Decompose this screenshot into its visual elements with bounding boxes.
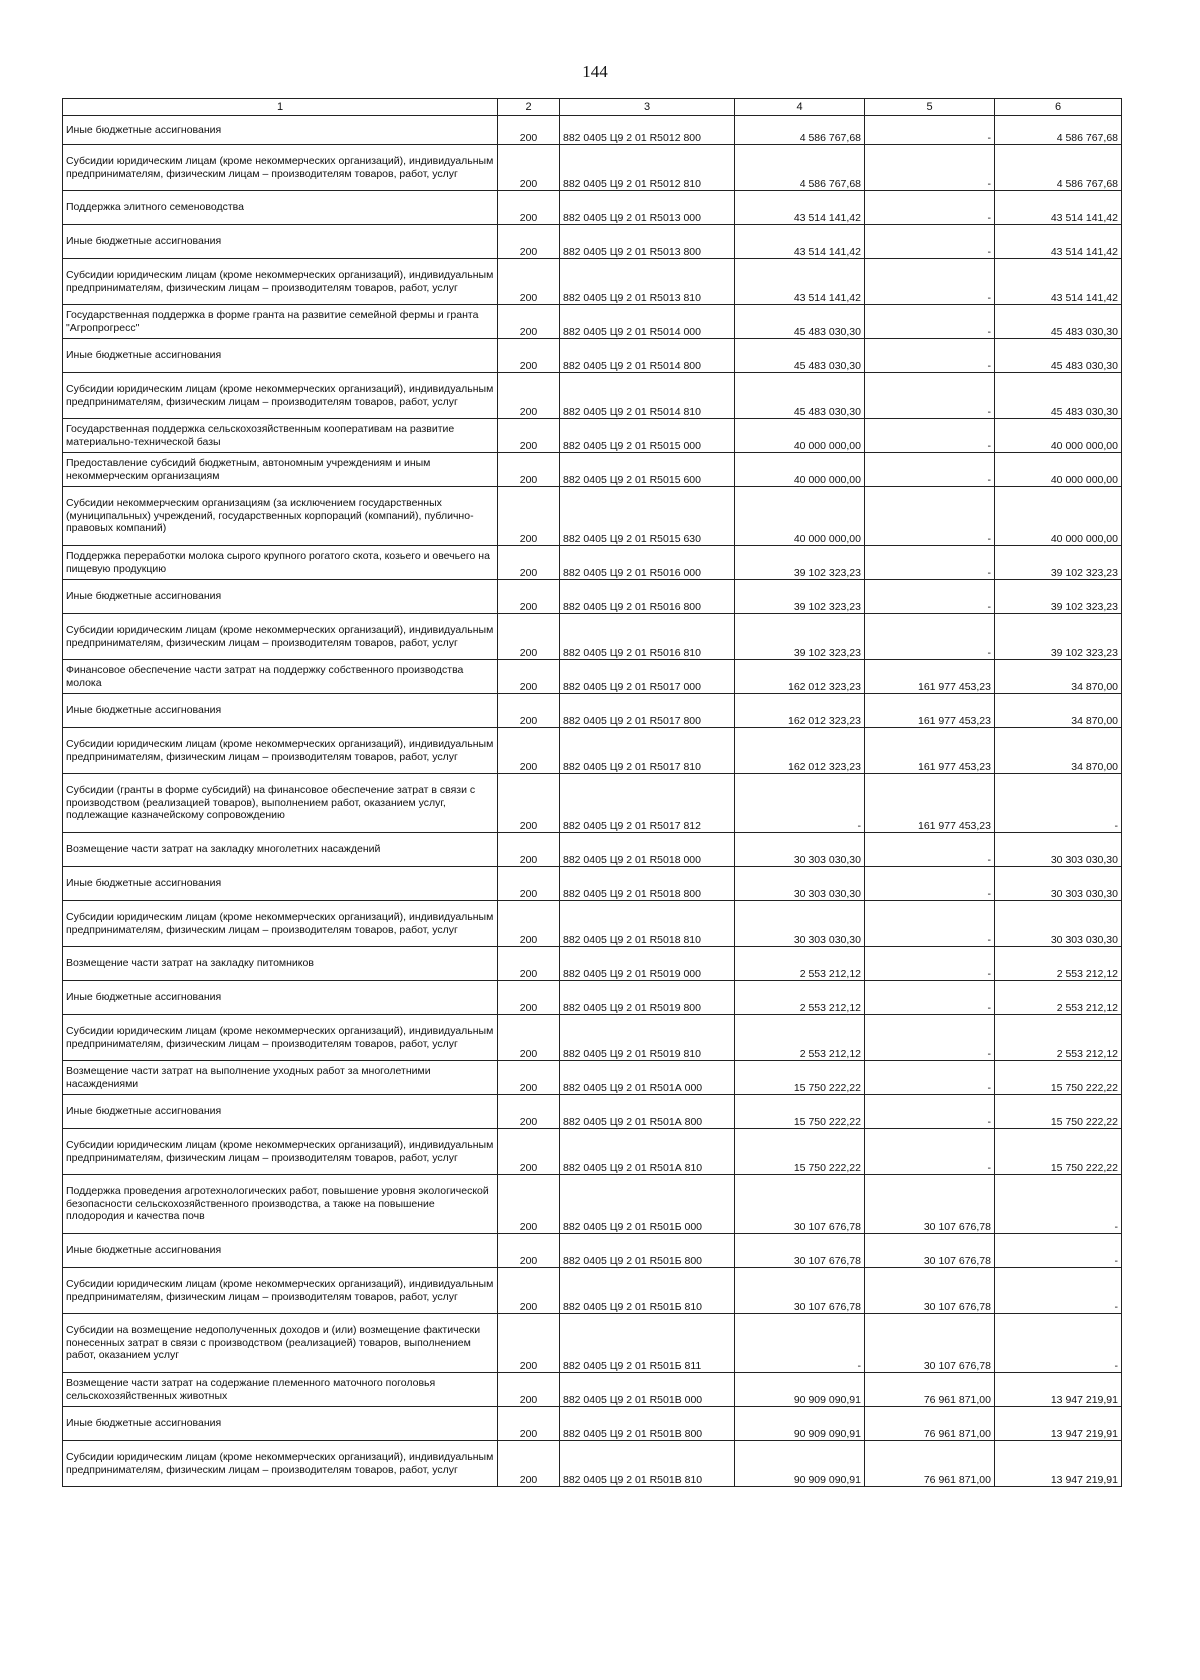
- item-name-cell: Возмещение части затрат на закладку питомников: [63, 947, 498, 981]
- amount-col5-cell: 30 107 676,78: [865, 1268, 995, 1314]
- table-row: [63, 546, 1122, 580]
- item-name-cell: Субсидии юридическим лицам (кроме некоммерческих организаций), индивидуальным предпринимателям, физическим лицам – производителям товаров, работ, услуг: [63, 145, 498, 191]
- grbs-code-cell: 200: [498, 546, 560, 580]
- budget-code-cell: 882 0405 Ц9 2 01 R5016 800: [560, 580, 735, 614]
- item-name-cell: Субсидии юридическим лицам (кроме некоммерческих организаций), индивидуальным предпринимателям, физическим лицам – производителям товаров, работ, услуг: [63, 614, 498, 660]
- budget-code-cell: 882 0405 Ц9 2 01 R5013 800: [560, 225, 735, 259]
- budget-code-cell: 882 0405 Ц9 2 01 R501А 810: [560, 1129, 735, 1175]
- amount-col6-cell: -: [995, 1314, 1122, 1373]
- amount-col5-cell: -: [865, 145, 995, 191]
- table-row: [63, 947, 1122, 981]
- table-row: [63, 339, 1122, 373]
- amount-col5-cell: -: [865, 305, 995, 339]
- item-name-cell: Возмещение части затрат на закладку многолетних насаждений: [63, 833, 498, 867]
- amount-col4-cell: 45 483 030,30: [735, 339, 865, 373]
- item-name-cell: Субсидии юридическим лицам (кроме некоммерческих организаций), индивидуальным предпринимателям, физическим лицам – производителям товаров, работ, услуг: [63, 259, 498, 305]
- table-row: [63, 1373, 1122, 1407]
- grbs-code-cell: 200: [498, 947, 560, 981]
- item-name-cell: Иные бюджетные ассигнования: [63, 1407, 498, 1441]
- grbs-code-cell: 200: [498, 728, 560, 774]
- item-name-cell: Субсидии юридическим лицам (кроме некоммерческих организаций), индивидуальным предпринимателям, физическим лицам – производителям товаров, работ, услуг: [63, 373, 498, 419]
- amount-col5-cell: -: [865, 1061, 995, 1095]
- item-name-cell: Поддержка переработки молока сырого крупного рогатого скота, козьего и овечьего на пищевую продукцию: [63, 546, 498, 580]
- amount-col4-cell: 39 102 323,23: [735, 546, 865, 580]
- amount-col5-cell: 161 977 453,23: [865, 660, 995, 694]
- amount-col5-cell: -: [865, 901, 995, 947]
- budget-code-cell: 882 0405 Ц9 2 01 R5019 000: [560, 947, 735, 981]
- table-row: [63, 774, 1122, 833]
- table-row: [63, 728, 1122, 774]
- item-name-cell: Поддержка элитного семеноводства: [63, 191, 498, 225]
- amount-col5-cell: 76 961 871,00: [865, 1373, 995, 1407]
- table-row: [63, 901, 1122, 947]
- budget-code-cell: 882 0405 Ц9 2 01 R501В 810: [560, 1441, 735, 1487]
- amount-col4-cell: 2 553 212,12: [735, 1015, 865, 1061]
- budget-code-cell: 882 0405 Ц9 2 01 R5015 000: [560, 419, 735, 453]
- table-row: [63, 867, 1122, 901]
- item-name-cell: Субсидии юридическим лицам (кроме некоммерческих организаций), индивидуальным предпринимателям, физическим лицам – производителям товаров, работ, услуг: [63, 1441, 498, 1487]
- table-row: [63, 305, 1122, 339]
- amount-col6-cell: 39 102 323,23: [995, 546, 1122, 580]
- amount-col5-cell: -: [865, 833, 995, 867]
- table-row: [63, 225, 1122, 259]
- grbs-code-cell: 200: [498, 1061, 560, 1095]
- amount-col6-cell: 40 000 000,00: [995, 419, 1122, 453]
- amount-col6-cell: 13 947 219,91: [995, 1407, 1122, 1441]
- amount-col4-cell: 30 303 030,30: [735, 833, 865, 867]
- amount-col6-cell: 15 750 222,22: [995, 1129, 1122, 1175]
- grbs-code-cell: 200: [498, 191, 560, 225]
- amount-col6-cell: 34 870,00: [995, 660, 1122, 694]
- table-row: [63, 580, 1122, 614]
- budget-code-cell: 882 0405 Ц9 2 01 R5017 000: [560, 660, 735, 694]
- grbs-code-cell: 200: [498, 373, 560, 419]
- amount-col5-cell: -: [865, 546, 995, 580]
- grbs-code-cell: 200: [498, 116, 560, 145]
- amount-col6-cell: 43 514 141,42: [995, 259, 1122, 305]
- table-row: [63, 1129, 1122, 1175]
- item-name-cell: Поддержка проведения агротехнологических работ, повышение уровня экологической безопасности сельскохозяйственного производства, а также на повышение плодородия и качества почв: [63, 1175, 498, 1234]
- amount-col5-cell: -: [865, 419, 995, 453]
- item-name-cell: Иные бюджетные ассигнования: [63, 580, 498, 614]
- grbs-code-cell: 200: [498, 1234, 560, 1268]
- amount-col5-cell: -: [865, 1095, 995, 1129]
- amount-col5-cell: -: [865, 116, 995, 145]
- budget-code-cell: 882 0405 Ц9 2 01 R5017 810: [560, 728, 735, 774]
- grbs-code-cell: 200: [498, 1407, 560, 1441]
- item-name-cell: Субсидии юридическим лицам (кроме некоммерческих организаций), индивидуальным предпринимателям, физическим лицам – производителям товаров, работ, услуг: [63, 1015, 498, 1061]
- amount-col5-cell: -: [865, 487, 995, 546]
- amount-col6-cell: 39 102 323,23: [995, 614, 1122, 660]
- amount-col4-cell: 43 514 141,42: [735, 259, 865, 305]
- budget-code-cell: 882 0405 Ц9 2 01 R5013 810: [560, 259, 735, 305]
- amount-col6-cell: 13 947 219,91: [995, 1373, 1122, 1407]
- budget-code-cell: 882 0405 Ц9 2 01 R5017 812: [560, 774, 735, 833]
- grbs-code-cell: 200: [498, 614, 560, 660]
- amount-col5-cell: -: [865, 373, 995, 419]
- budget-code-cell: 882 0405 Ц9 2 01 R5018 000: [560, 833, 735, 867]
- amount-col4-cell: 45 483 030,30: [735, 305, 865, 339]
- amount-col5-cell: -: [865, 1129, 995, 1175]
- table-row: [63, 1268, 1122, 1314]
- amount-col6-cell: 45 483 030,30: [995, 373, 1122, 419]
- budget-code-cell: 882 0405 Ц9 2 01 R5019 810: [560, 1015, 735, 1061]
- item-name-cell: Иные бюджетные ассигнования: [63, 225, 498, 259]
- amount-col5-cell: 161 977 453,23: [865, 774, 995, 833]
- amount-col6-cell: 40 000 000,00: [995, 453, 1122, 487]
- amount-col6-cell: 4 586 767,68: [995, 145, 1122, 191]
- amount-col4-cell: 30 107 676,78: [735, 1268, 865, 1314]
- grbs-code-cell: 200: [498, 1015, 560, 1061]
- amount-col6-cell: 13 947 219,91: [995, 1441, 1122, 1487]
- amount-col5-cell: 30 107 676,78: [865, 1234, 995, 1268]
- budget-code-cell: 882 0405 Ц9 2 01 R5015 600: [560, 453, 735, 487]
- amount-col4-cell: 2 553 212,12: [735, 947, 865, 981]
- grbs-code-cell: 200: [498, 225, 560, 259]
- budget-code-cell: 882 0405 Ц9 2 01 R5014 810: [560, 373, 735, 419]
- amount-col4-cell: 15 750 222,22: [735, 1095, 865, 1129]
- amount-col5-cell: 30 107 676,78: [865, 1314, 995, 1373]
- grbs-code-cell: 200: [498, 305, 560, 339]
- amount-col6-cell: -: [995, 1175, 1122, 1234]
- column-header-4: 4: [735, 99, 865, 116]
- item-name-cell: Финансовое обеспечение части затрат на поддержку собственного производства молока: [63, 660, 498, 694]
- table-row: [63, 981, 1122, 1015]
- amount-col4-cell: 43 514 141,42: [735, 225, 865, 259]
- amount-col6-cell: 43 514 141,42: [995, 191, 1122, 225]
- item-name-cell: Субсидии (гранты в форме субсидий) на финансовое обеспечение затрат в связи с производством (реализацией товаров), выполнением работ, оказанием услуг, подлежащие казначейскому сопровождению: [63, 774, 498, 833]
- amount-col4-cell: 4 586 767,68: [735, 116, 865, 145]
- item-name-cell: Иные бюджетные ассигнования: [63, 981, 498, 1015]
- budget-code-cell: 882 0405 Ц9 2 01 R501Б 811: [560, 1314, 735, 1373]
- table-row: [63, 1314, 1122, 1373]
- table-row: [63, 660, 1122, 694]
- amount-col4-cell: -: [735, 774, 865, 833]
- amount-col4-cell: 30 303 030,30: [735, 867, 865, 901]
- amount-col4-cell: 40 000 000,00: [735, 487, 865, 546]
- budget-code-cell: 882 0405 Ц9 2 01 R5014 000: [560, 305, 735, 339]
- grbs-code-cell: 200: [498, 901, 560, 947]
- amount-col4-cell: 90 909 090,91: [735, 1441, 865, 1487]
- grbs-code-cell: 200: [498, 487, 560, 546]
- amount-col5-cell: -: [865, 225, 995, 259]
- item-name-cell: Предоставление субсидий бюджетным, автономным учреждениям и иным некоммерческим организациям: [63, 453, 498, 487]
- budget-code-cell: 882 0405 Ц9 2 01 R5013 000: [560, 191, 735, 225]
- item-name-cell: Государственная поддержка в форме гранта на развитие семейной фермы и гранта "Агропрогресс": [63, 305, 498, 339]
- column-header-6: 6: [995, 99, 1122, 116]
- column-header-5: 5: [865, 99, 995, 116]
- table-row: [63, 1407, 1122, 1441]
- grbs-code-cell: 200: [498, 1441, 560, 1487]
- amount-col5-cell: -: [865, 453, 995, 487]
- amount-col4-cell: 162 012 323,23: [735, 660, 865, 694]
- column-header-3: 3: [560, 99, 735, 116]
- amount-col4-cell: 162 012 323,23: [735, 694, 865, 728]
- item-name-cell: Иные бюджетные ассигнования: [63, 1095, 498, 1129]
- amount-col6-cell: 15 750 222,22: [995, 1095, 1122, 1129]
- table-row: [63, 1061, 1122, 1095]
- budget-code-cell: 882 0405 Ц9 2 01 R5017 800: [560, 694, 735, 728]
- amount-col5-cell: -: [865, 259, 995, 305]
- grbs-code-cell: 200: [498, 453, 560, 487]
- amount-col6-cell: 39 102 323,23: [995, 580, 1122, 614]
- budget-code-cell: 882 0405 Ц9 2 01 R501В 000: [560, 1373, 735, 1407]
- table-row: [63, 116, 1122, 145]
- table-row: [63, 487, 1122, 546]
- header-row: [63, 99, 1122, 116]
- grbs-code-cell: 200: [498, 145, 560, 191]
- amount-col4-cell: 39 102 323,23: [735, 580, 865, 614]
- table-row: [63, 614, 1122, 660]
- budget-code-cell: 882 0405 Ц9 2 01 R5015 630: [560, 487, 735, 546]
- table-row: [63, 419, 1122, 453]
- table-row: [63, 373, 1122, 419]
- amount-col6-cell: 45 483 030,30: [995, 305, 1122, 339]
- budget-code-cell: 882 0405 Ц9 2 01 R5018 800: [560, 867, 735, 901]
- table-row: [63, 694, 1122, 728]
- item-name-cell: Субсидии юридическим лицам (кроме некоммерческих организаций), индивидуальным предпринимателям, физическим лицам – производителям товаров, работ, услуг: [63, 1129, 498, 1175]
- amount-col4-cell: 30 303 030,30: [735, 901, 865, 947]
- grbs-code-cell: 200: [498, 694, 560, 728]
- amount-col5-cell: 76 961 871,00: [865, 1441, 995, 1487]
- item-name-cell: Субсидии на возмещение недополученных доходов и (или) возмещение фактически понесенных затрат в связи с производством (реализацией) товаров, выполнением работ, оказанием услуг: [63, 1314, 498, 1373]
- amount-col6-cell: 40 000 000,00: [995, 487, 1122, 546]
- amount-col6-cell: -: [995, 1234, 1122, 1268]
- amount-col5-cell: -: [865, 981, 995, 1015]
- grbs-code-cell: 200: [498, 1373, 560, 1407]
- table-row: [63, 191, 1122, 225]
- amount-col4-cell: 40 000 000,00: [735, 453, 865, 487]
- amount-col5-cell: 30 107 676,78: [865, 1175, 995, 1234]
- table-body: [63, 116, 1122, 1487]
- amount-col6-cell: 43 514 141,42: [995, 225, 1122, 259]
- table-row: [63, 1441, 1122, 1487]
- column-header-1: 1: [63, 99, 498, 116]
- grbs-code-cell: 200: [498, 1175, 560, 1234]
- column-header-2: 2: [498, 99, 560, 116]
- table-row: [63, 145, 1122, 191]
- budget-code-cell: 882 0405 Ц9 2 01 R501А 000: [560, 1061, 735, 1095]
- table-row: [63, 453, 1122, 487]
- amount-col4-cell: 90 909 090,91: [735, 1373, 865, 1407]
- amount-col6-cell: 45 483 030,30: [995, 339, 1122, 373]
- amount-col6-cell: -: [995, 1268, 1122, 1314]
- amount-col6-cell: 2 553 212,12: [995, 981, 1122, 1015]
- budget-code-cell: 882 0405 Ц9 2 01 R5014 800: [560, 339, 735, 373]
- grbs-code-cell: 200: [498, 833, 560, 867]
- amount-col4-cell: 30 107 676,78: [735, 1175, 865, 1234]
- item-name-cell: Возмещение части затрат на содержание племенного маточного поголовья сельскохозяйственных животных: [63, 1373, 498, 1407]
- table-row: [63, 833, 1122, 867]
- item-name-cell: Иные бюджетные ассигнования: [63, 694, 498, 728]
- grbs-code-cell: 200: [498, 259, 560, 305]
- amount-col4-cell: 30 107 676,78: [735, 1234, 865, 1268]
- grbs-code-cell: 200: [498, 774, 560, 833]
- amount-col6-cell: 4 586 767,68: [995, 116, 1122, 145]
- budget-code-cell: 882 0405 Ц9 2 01 R5018 810: [560, 901, 735, 947]
- item-name-cell: Возмещение части затрат на выполнение уходных работ за многолетними насаждениями: [63, 1061, 498, 1095]
- budget-code-cell: 882 0405 Ц9 2 01 R5016 000: [560, 546, 735, 580]
- amount-col4-cell: -: [735, 1314, 865, 1373]
- amount-col6-cell: 2 553 212,12: [995, 1015, 1122, 1061]
- amount-col5-cell: 76 961 871,00: [865, 1407, 995, 1441]
- budget-code-cell: 882 0405 Ц9 2 01 R5019 800: [560, 981, 735, 1015]
- amount-col4-cell: 45 483 030,30: [735, 373, 865, 419]
- table-row: [63, 1095, 1122, 1129]
- grbs-code-cell: 200: [498, 660, 560, 694]
- amount-col5-cell: 161 977 453,23: [865, 728, 995, 774]
- amount-col5-cell: -: [865, 614, 995, 660]
- amount-col6-cell: 30 303 030,30: [995, 833, 1122, 867]
- budget-code-cell: 882 0405 Ц9 2 01 R501Б 800: [560, 1234, 735, 1268]
- budget-code-cell: 882 0405 Ц9 2 01 R5016 810: [560, 614, 735, 660]
- grbs-code-cell: 200: [498, 1268, 560, 1314]
- amount-col6-cell: 2 553 212,12: [995, 947, 1122, 981]
- amount-col5-cell: -: [865, 1015, 995, 1061]
- budget-code-cell: 882 0405 Ц9 2 01 R501А 800: [560, 1095, 735, 1129]
- table-row: [63, 1015, 1122, 1061]
- amount-col5-cell: -: [865, 339, 995, 373]
- amount-col6-cell: -: [995, 774, 1122, 833]
- item-name-cell: Иные бюджетные ассигнования: [63, 867, 498, 901]
- amount-col5-cell: -: [865, 867, 995, 901]
- budget-table: [62, 98, 1122, 1487]
- grbs-code-cell: 200: [498, 981, 560, 1015]
- budget-code-cell: 882 0405 Ц9 2 01 R5012 800: [560, 116, 735, 145]
- amount-col4-cell: 4 586 767,68: [735, 145, 865, 191]
- amount-col4-cell: 90 909 090,91: [735, 1407, 865, 1441]
- amount-col4-cell: 162 012 323,23: [735, 728, 865, 774]
- grbs-code-cell: 200: [498, 1095, 560, 1129]
- amount-col6-cell: 15 750 222,22: [995, 1061, 1122, 1095]
- grbs-code-cell: 200: [498, 1314, 560, 1373]
- item-name-cell: Иные бюджетные ассигнования: [63, 116, 498, 145]
- item-name-cell: Иные бюджетные ассигнования: [63, 1234, 498, 1268]
- item-name-cell: Субсидии юридическим лицам (кроме некоммерческих организаций), индивидуальным предпринимателям, физическим лицам – производителям товаров, работ, услуг: [63, 728, 498, 774]
- amount-col6-cell: 30 303 030,30: [995, 901, 1122, 947]
- item-name-cell: Субсидии юридическим лицам (кроме некоммерческих организаций), индивидуальным предпринимателям, физическим лицам – производителям товаров, работ, услуг: [63, 901, 498, 947]
- grbs-code-cell: 200: [498, 339, 560, 373]
- amount-col4-cell: 39 102 323,23: [735, 614, 865, 660]
- amount-col5-cell: -: [865, 947, 995, 981]
- item-name-cell: Субсидии некоммерческим организациям (за исключением государственных (муниципальных) учреждений, государственных корпораций (компаний), публично-правовых компаний): [63, 487, 498, 546]
- table-row: [63, 1175, 1122, 1234]
- budget-code-cell: 882 0405 Ц9 2 01 R501В 800: [560, 1407, 735, 1441]
- item-name-cell: Иные бюджетные ассигнования: [63, 339, 498, 373]
- amount-col5-cell: -: [865, 580, 995, 614]
- grbs-code-cell: 200: [498, 1129, 560, 1175]
- amount-col4-cell: 43 514 141,42: [735, 191, 865, 225]
- grbs-code-cell: 200: [498, 580, 560, 614]
- amount-col5-cell: -: [865, 191, 995, 225]
- budget-code-cell: 882 0405 Ц9 2 01 R501Б 000: [560, 1175, 735, 1234]
- page-number: 144: [582, 62, 608, 81]
- amount-col5-cell: 161 977 453,23: [865, 694, 995, 728]
- amount-col4-cell: 15 750 222,22: [735, 1129, 865, 1175]
- table-row: [63, 259, 1122, 305]
- budget-code-cell: 882 0405 Ц9 2 01 R501Б 810: [560, 1268, 735, 1314]
- item-name-cell: Субсидии юридическим лицам (кроме некоммерческих организаций), индивидуальным предпринимателям, физическим лицам – производителям товаров, работ, услуг: [63, 1268, 498, 1314]
- amount-col6-cell: 34 870,00: [995, 728, 1122, 774]
- amount-col6-cell: 34 870,00: [995, 694, 1122, 728]
- amount-col6-cell: 30 303 030,30: [995, 867, 1122, 901]
- budget-code-cell: 882 0405 Ц9 2 01 R5012 810: [560, 145, 735, 191]
- grbs-code-cell: 200: [498, 419, 560, 453]
- grbs-code-cell: 200: [498, 867, 560, 901]
- amount-col4-cell: 15 750 222,22: [735, 1061, 865, 1095]
- amount-col4-cell: 40 000 000,00: [735, 419, 865, 453]
- table-row: [63, 1234, 1122, 1268]
- amount-col4-cell: 2 553 212,12: [735, 981, 865, 1015]
- item-name-cell: Государственная поддержка сельскохозяйственным кооперативам на развитие материально-технической базы: [63, 419, 498, 453]
